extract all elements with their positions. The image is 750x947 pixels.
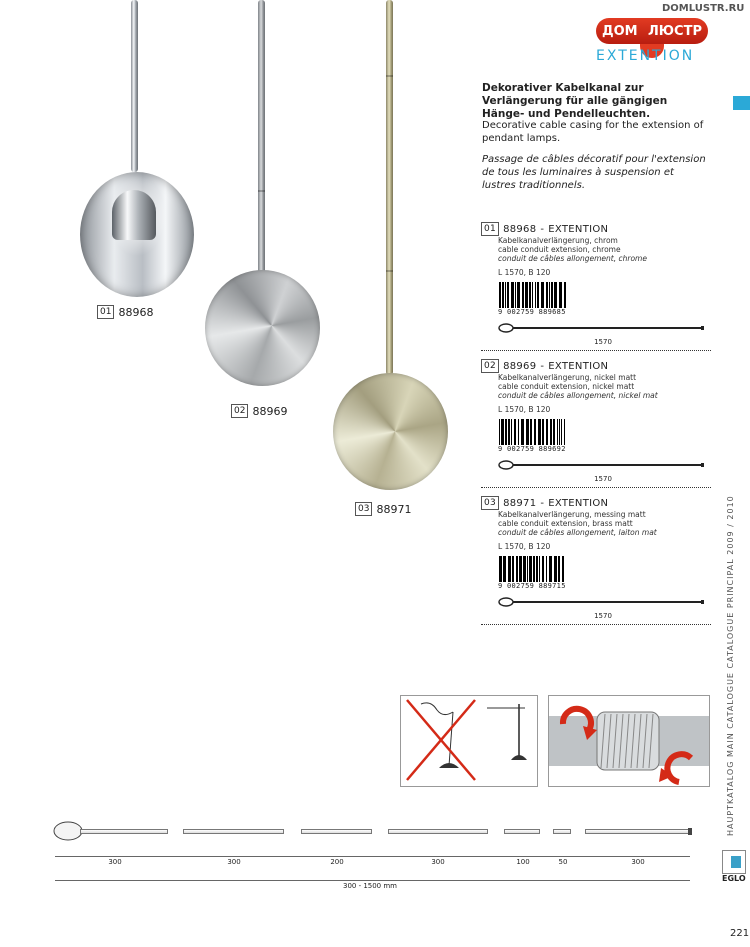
description-fr: Passage de câbles décoratif pour l'extension de tous les luminaires à suspension et lustres traditionnels. xyxy=(482,154,706,191)
product-index: 01 xyxy=(481,222,499,236)
catalogue-side-text: HAUPTKATALOG MAIN CATALOGUE CATALOGUE PRINCIPAL 2009 / 2010 xyxy=(726,495,735,836)
brass-rod xyxy=(386,0,393,375)
dim-label: 300 xyxy=(227,858,241,866)
cable-length: 1570 xyxy=(594,612,612,620)
barcode xyxy=(498,556,568,590)
chrome-rod xyxy=(131,0,138,172)
dim-label: 50 xyxy=(558,858,568,866)
product-desc-en: cable conduit extension, chrome xyxy=(498,245,621,254)
product-heading xyxy=(481,496,711,510)
dim-label: 200 xyxy=(330,858,344,866)
cable-drawing xyxy=(498,457,708,481)
product-desc-fr: conduit de câbles allongement, laiton mat xyxy=(498,528,657,537)
product-desc-fr: conduit de câbles allongement, nickel mat xyxy=(498,391,658,400)
brass-pendant-disc xyxy=(333,373,448,490)
product-desc-de: Kabelkanalverlängerung, messing matt xyxy=(498,510,646,519)
product-code: 88971 xyxy=(503,497,537,509)
heading-dash: - xyxy=(540,360,545,372)
cable-length: 1570 xyxy=(594,338,612,346)
product-desc-en: cable conduit extension, brass matt xyxy=(498,519,633,528)
cable-drawing xyxy=(498,594,708,618)
segment xyxy=(585,829,689,834)
barcode-number: 9 002759 889715 xyxy=(498,582,566,590)
barcode xyxy=(498,282,568,316)
product-desc-de: Kabelkanalverlängerung, nickel matt xyxy=(498,373,637,382)
chrome-cup-front xyxy=(112,190,156,240)
dim-label: 300 xyxy=(108,858,122,866)
section-tab xyxy=(733,96,750,110)
divider xyxy=(481,624,711,625)
eglo-logo xyxy=(722,850,746,874)
description-de: Dekorativer Kabelkanal zur Verlängerung für alle gängigen Hänge- und Pendelleuchten. xyxy=(482,82,668,120)
segment-end xyxy=(688,828,692,835)
product-dimensions: L 1570, B 120 xyxy=(498,542,551,551)
rod-joint xyxy=(386,270,393,272)
series-name: EXTENTION xyxy=(596,48,695,64)
divider xyxy=(481,350,711,351)
description-en: Decorative cable casing for the extension of pendant lamps. xyxy=(482,120,704,144)
cable-drawing xyxy=(498,320,708,344)
cable-length: 1570 xyxy=(594,475,612,483)
wrong-right-installation-icon xyxy=(401,696,537,786)
dim-label: 300 xyxy=(631,858,645,866)
logo-banner xyxy=(596,18,708,44)
product-heading xyxy=(481,359,711,373)
dim-label: 100 xyxy=(516,858,530,866)
image-label-01 xyxy=(97,305,153,319)
dim-label: 300 xyxy=(431,858,445,866)
segment xyxy=(301,829,372,834)
product-dimensions: L 1570, B 120 xyxy=(498,405,551,414)
image-index: 03 xyxy=(355,502,372,516)
product-name: EXTENTION xyxy=(548,223,609,235)
product-desc-fr: conduit de câbles allongement, chrome xyxy=(498,254,647,263)
segment xyxy=(553,829,571,834)
barcode-number: 9 002759 889685 xyxy=(498,308,566,316)
image-label-03 xyxy=(355,502,411,516)
segment xyxy=(504,829,540,834)
image-label-02 xyxy=(231,404,287,418)
product-index: 02 xyxy=(481,359,499,373)
heading-dash: - xyxy=(540,223,545,235)
rotate-arrows-icon xyxy=(549,696,709,786)
image-index: 02 xyxy=(231,404,248,418)
segment xyxy=(388,829,488,834)
product-desc-en: cable conduit extension, nickel matt xyxy=(498,382,635,391)
product-block xyxy=(481,222,711,351)
nickel-pendant-disc xyxy=(205,270,320,386)
rod-joint xyxy=(258,190,265,192)
barcode xyxy=(498,419,568,453)
total-dim-line xyxy=(55,880,690,881)
cable-rotation-pictogram xyxy=(548,695,710,787)
logo-text-right: ЛЮСТР xyxy=(648,23,702,39)
page-number: 221 xyxy=(730,928,750,939)
nickel-rod xyxy=(258,0,265,275)
image-code: 88969 xyxy=(252,404,288,418)
divider xyxy=(481,487,711,488)
rod-joint xyxy=(386,75,393,77)
product-block xyxy=(481,496,711,625)
product-block xyxy=(481,359,711,488)
product-heading xyxy=(481,222,711,236)
product-code: 88968 xyxy=(503,223,537,235)
product-index: 03 xyxy=(481,496,499,510)
product-code: 88969 xyxy=(503,360,537,372)
total-dim-label: 300 - 1500 mm xyxy=(342,882,397,890)
segment xyxy=(80,829,168,834)
dim-line xyxy=(55,856,690,857)
product-dimensions: L 1570, B 120 xyxy=(498,268,551,277)
image-code: 88971 xyxy=(376,502,412,516)
eglo-mark xyxy=(731,856,741,868)
product-desc-de: Kabelkanalverlängerung, chrom xyxy=(498,236,618,245)
site-url[interactable]: DOMLUSTR.RU xyxy=(662,3,745,14)
image-code: 88968 xyxy=(118,305,154,319)
installation-pictogram xyxy=(400,695,538,787)
product-name: EXTENTION xyxy=(548,360,609,372)
segment xyxy=(183,829,284,834)
image-index: 01 xyxy=(97,305,114,319)
product-name: EXTENTION xyxy=(548,497,609,509)
logo-text-left: ДОМ xyxy=(602,23,638,39)
brand-name: EGLO xyxy=(722,874,746,883)
barcode-number: 9 002759 889692 xyxy=(498,445,566,453)
heading-dash: - xyxy=(540,497,545,509)
